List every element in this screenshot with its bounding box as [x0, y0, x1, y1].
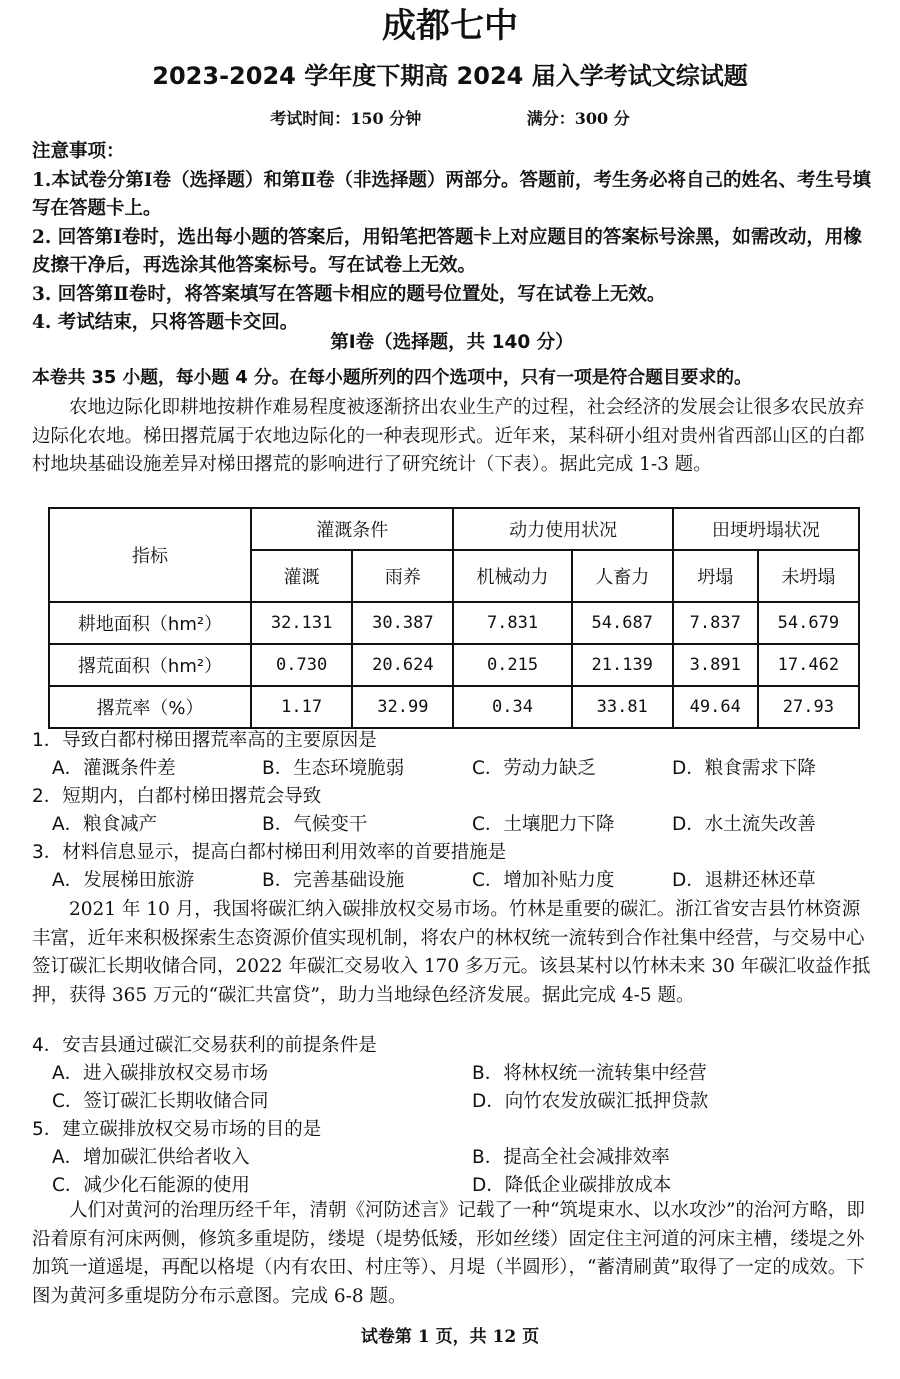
table-sub-header: 未坍塌 [758, 550, 859, 602]
option: A．发展梯田旅游 [52, 870, 195, 891]
question-3-options [32, 867, 872, 895]
table-sub-header: 灌溉 [251, 550, 352, 602]
option: C．减少化石能源的使用 [52, 1175, 250, 1196]
exam-title: 2023-2024 学年度下期高 2024 届入学考试文综试题 [152, 62, 748, 90]
notice-item-1: 1.本试卷分第Ⅰ卷（选择题）和第Ⅱ卷（非选择题）两部分。答题前，考生务必将自己的姓名、考生号填写在答题卡上。 [32, 169, 872, 219]
question-3-stem: 3．材料信息显示，提高白都村梯田利用效率的首要措施是 [32, 842, 507, 863]
option: A．粮食减产 [52, 814, 158, 835]
table-cell: 33.81 [572, 686, 673, 728]
table-cell: 0.34 [453, 686, 571, 728]
option: C．土壤肥力下降 [472, 814, 615, 835]
question-5-options [32, 1172, 872, 1200]
table-cell: 1.17 [251, 686, 352, 728]
option: B．将林权统一流转集中经营 [472, 1063, 707, 1084]
question-5-options [32, 1144, 872, 1172]
school-name: 成都七中 [382, 6, 518, 46]
section-title: 第Ⅰ卷（选择题，共 140 分） [330, 332, 574, 353]
option: D．水土流失改善 [672, 814, 816, 835]
exam-time: 考试时间：150 分钟 [270, 109, 422, 128]
table-row-label: 耕地面积（hm²） [49, 602, 251, 644]
question-block-4-5 [32, 1032, 872, 1200]
option: B．完善基础设施 [262, 870, 405, 891]
notice-item-3: 3. 回答第Ⅱ卷时，将答案填写在答题卡相应的题号位置处，写在试卷上无效。 [32, 283, 666, 305]
table-cell: 7.837 [673, 602, 758, 644]
question-1-stem: 1．导致白都村梯田撂荒率高的主要原因是 [32, 730, 377, 751]
table-cell: 49.64 [673, 686, 758, 728]
exam-score: 满分：300 分 [526, 109, 630, 128]
question-4-options [32, 1088, 872, 1116]
notice-item-4: 4. 考试结束，只将答题卡交回。 [32, 312, 299, 333]
table-sub-header: 人畜力 [572, 550, 673, 602]
table-cell: 30.387 [352, 602, 453, 644]
table-group-header: 灌溉条件 [251, 508, 453, 550]
table-cell: 0.730 [251, 644, 352, 686]
table-cell: 27.93 [758, 686, 859, 728]
question-4-stem: 4．安吉县通过碳汇交易获利的前提条件是 [32, 1035, 377, 1056]
option: C．签订碳汇长期收储合同 [52, 1091, 269, 1112]
passage-1: 农地边际化即耕地按耕作难易程度被逐渐挤出农业生产的过程，社会经济的发展会让很多农民放弃边际化农地。梯田撂荒属于农地边际化的一种表现形式。近年来，某科研小组对贵州省西部山区的白都村地块基础设施差异对梯田撂荒的影响进行了研究统计（下表）。据此完成 1-3 题。 [32, 397, 865, 475]
option: B．生态环境脆弱 [262, 758, 405, 779]
table-cell: 21.139 [572, 644, 673, 686]
notice-section [32, 138, 872, 338]
passage-3: 人们对黄河的治理历经千年，清朝《河防述言》记载了一种“筑堤束水、以水攻沙”的治河方略，即沿着原有河床两侧，修筑多重堤防，缕堤（堤势低矮，形如丝缕）固定住主河道的河床主槽，缕堤之外加筑一道遥堤，再配以格堤（内有农田、村庄等）、月堤（半圆形），“蓄清刷黄”取得了一定的成效。下图为黄河多重堤防分布示意图。完成 6-8 题。 [32, 1200, 865, 1307]
table-index-header: 指标 [49, 508, 251, 602]
question-2-stem: 2．短期内，白都村梯田撂荒会导致 [32, 786, 322, 807]
table-cell: 7.831 [453, 602, 571, 644]
option: D．向竹农发放碳汇抵押贷款 [472, 1091, 709, 1112]
option: B．气候变干 [262, 814, 368, 835]
notice-title: 注意事项： [32, 141, 125, 162]
question-4-options [32, 1060, 872, 1088]
table-cell: 20.624 [352, 644, 453, 686]
data-table [48, 507, 860, 729]
table-cell: 0.215 [453, 644, 571, 686]
question-5-stem: 5．建立碳排放权交易市场的目的是 [32, 1119, 322, 1140]
table-cell: 17.462 [758, 644, 859, 686]
question-2-options [32, 811, 872, 839]
table-cell: 32.99 [352, 686, 453, 728]
table-sub-header: 雨养 [352, 550, 453, 602]
option: A．进入碳排放权交易市场 [52, 1063, 269, 1084]
table-group-header: 动力使用状况 [453, 508, 672, 550]
notice-item-2: 2. 回答第Ⅰ卷时，选出每小题的答案后，用铅笔把答题卡上对应题目的答案标号涂黑，如需改动，用橡皮擦干净后，再选涂其他答案标号。写在试卷上无效。 [32, 226, 862, 276]
table-row-label: 撂荒面积（hm²） [49, 644, 251, 686]
table-cell: 54.687 [572, 602, 673, 644]
table-cell: 3.891 [673, 644, 758, 686]
option: D．退耕还林还草 [672, 870, 816, 891]
option: B．提高全社会减排效率 [472, 1147, 670, 1168]
option: A．增加碳汇供给者收入 [52, 1147, 250, 1168]
section-instruction: 本卷共 35 小题，每小题 4 分。在每小题所列的四个选项中，只有一项是符合题目要求的。 [32, 367, 752, 388]
page-footer: 试卷第 1 页，共 12 页 [360, 1327, 540, 1347]
table-group-header: 田埂坍塌状况 [673, 508, 859, 550]
question-1-options [32, 755, 872, 783]
table-cell: 32.131 [251, 602, 352, 644]
exam-meta [0, 107, 900, 131]
option: C．增加补贴力度 [472, 870, 615, 891]
table-row-label: 撂荒率（%） [49, 686, 251, 728]
table-sub-header: 坍塌 [673, 550, 758, 602]
passage-2: 2021 年 10 月，我国将碳汇纳入碳排放权交易市场。竹林是重要的碳汇。浙江省安吉县竹林资源丰富，近年来积极探索生态资源价值实现机制，将农户的林权统一流转到合作社集中经营，与交易中心签订碳汇长期收储合同，2022 年碳汇交易收入 170 多万元。该县某村以竹林未来 30 年碳汇收益作抵押，获得 365 万元的“碳汇共富贷”，助力当地绿色经济发展。据此完成 4-5 题。 [32, 899, 871, 1006]
table-sub-header: 机械动力 [453, 550, 571, 602]
question-block-1-3 [32, 727, 872, 895]
option: D．粮食需求下降 [672, 758, 816, 779]
option: C．劳动力缺乏 [472, 758, 596, 779]
option: A．灌溉条件差 [52, 758, 176, 779]
option: D．降低企业碳排放成本 [472, 1175, 672, 1196]
table-cell: 54.679 [758, 602, 859, 644]
